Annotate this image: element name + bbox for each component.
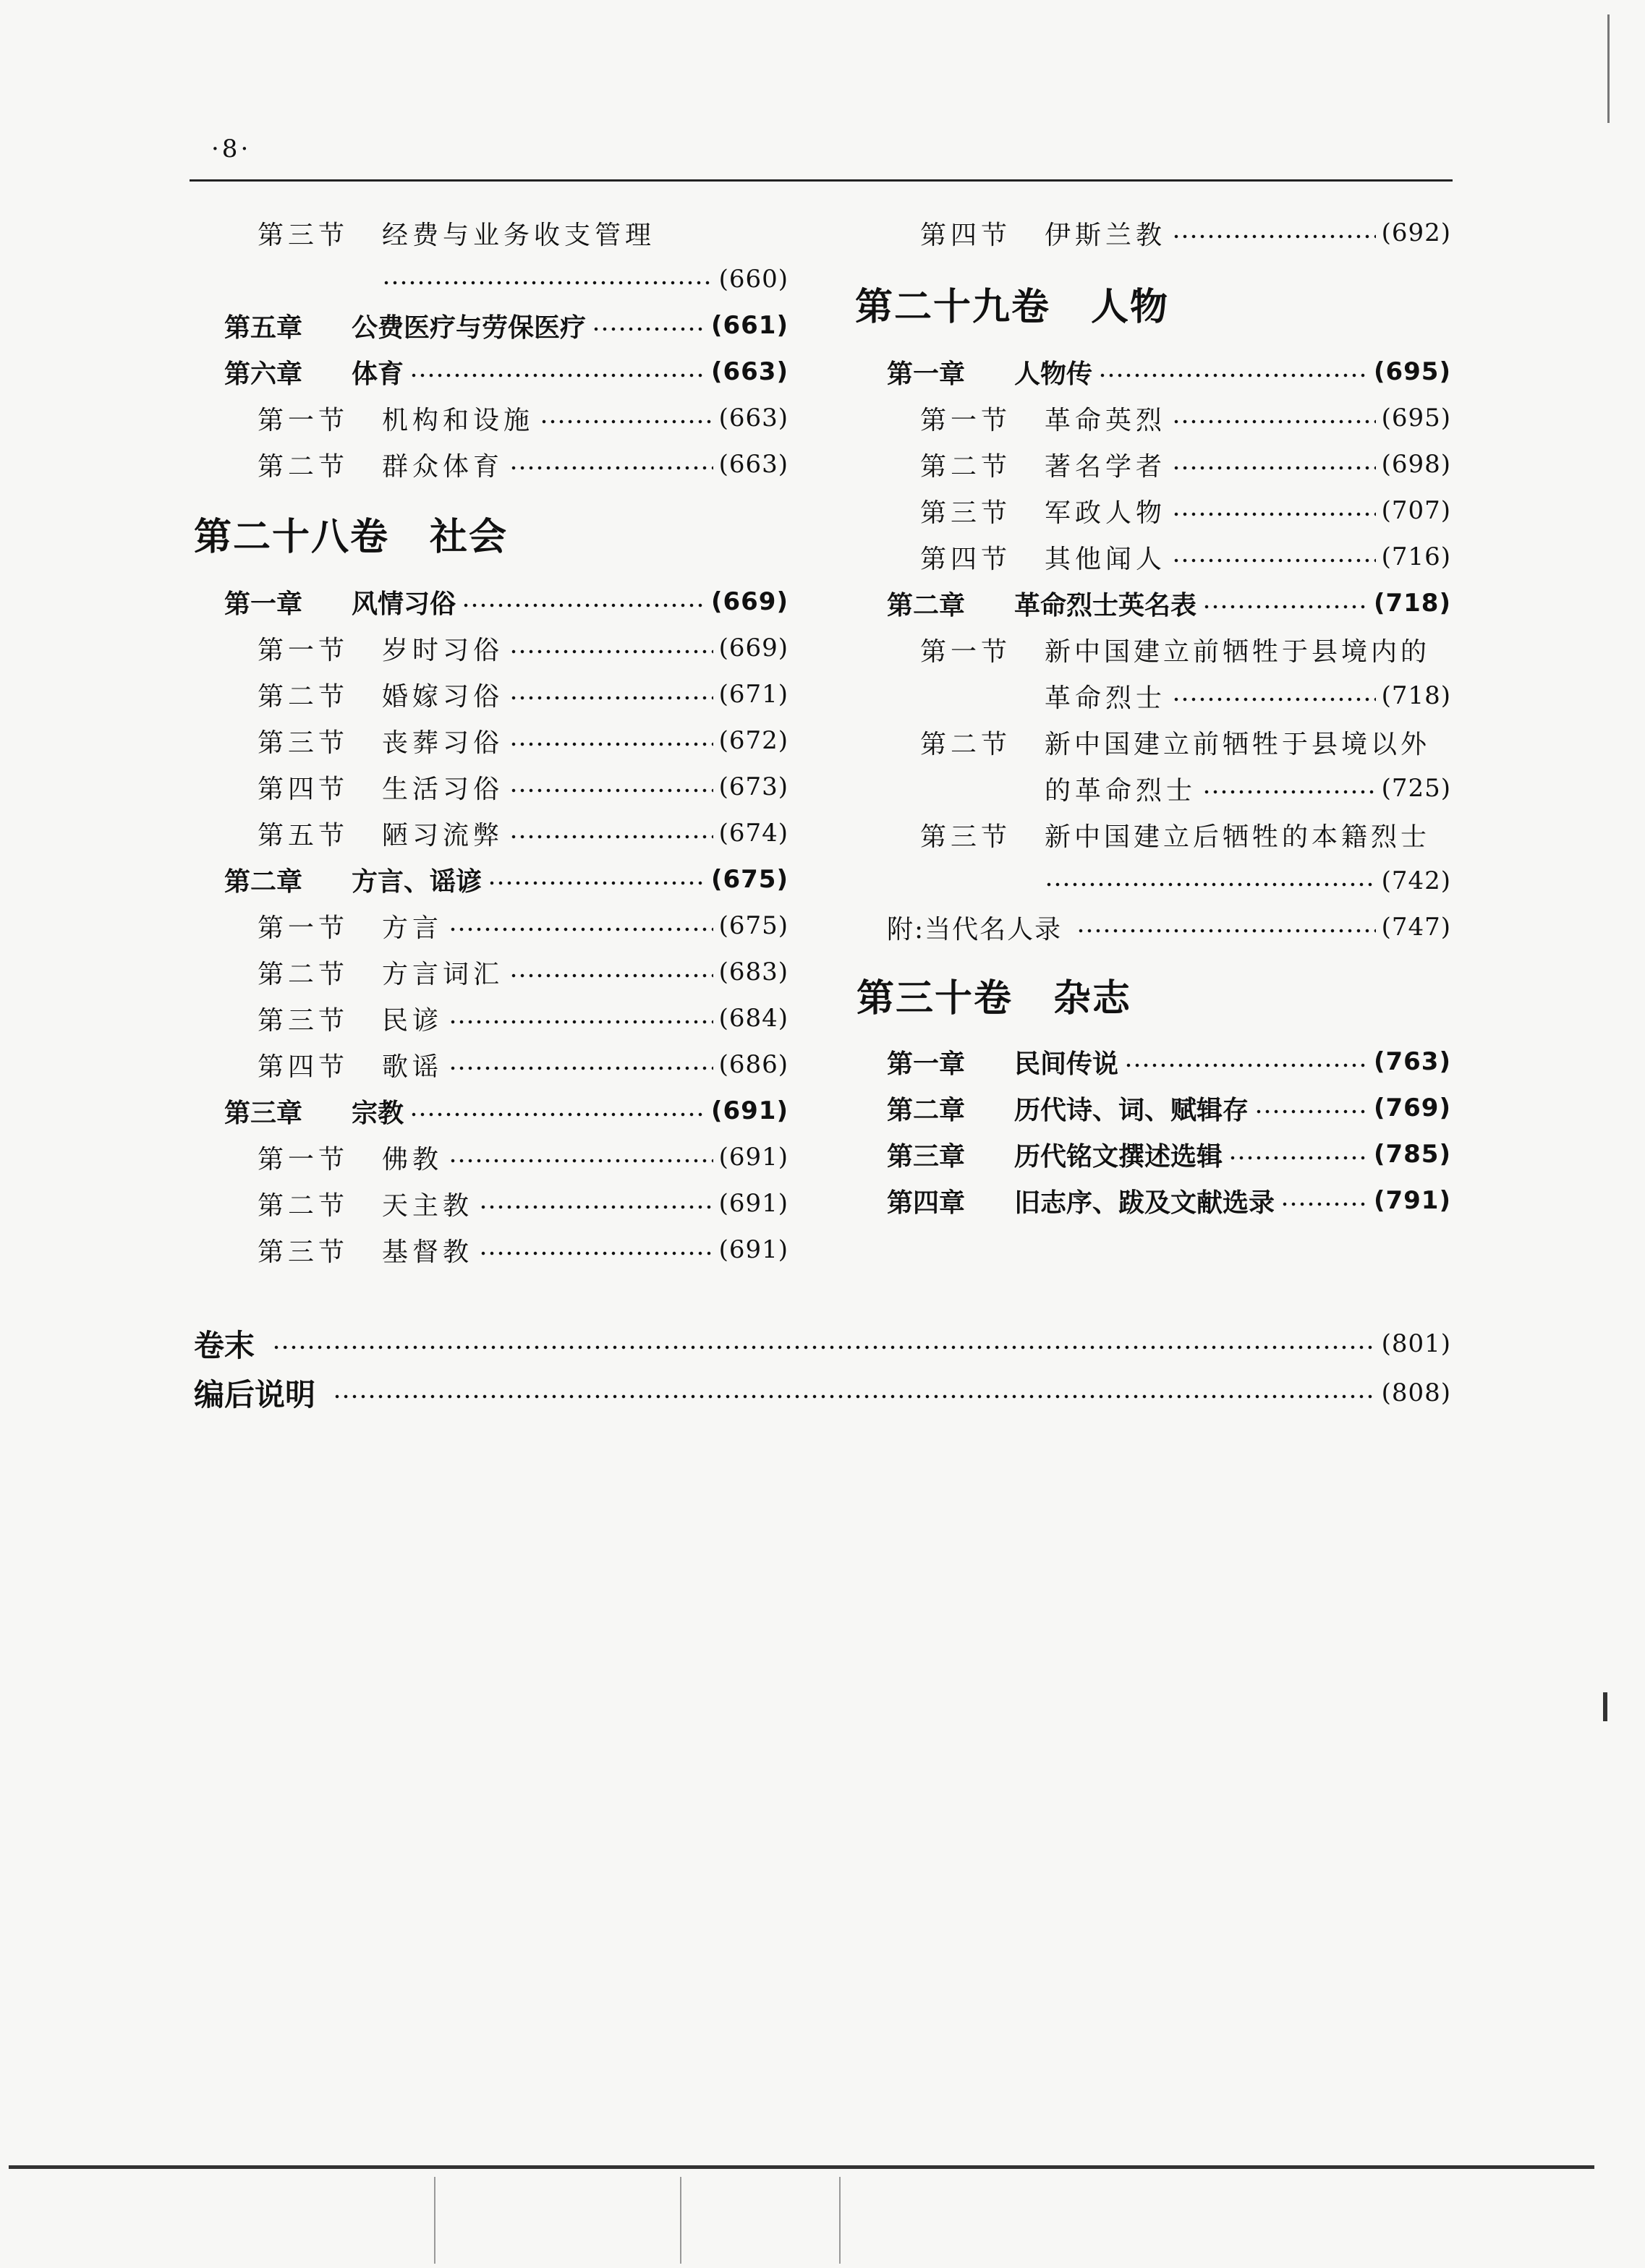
entry-title: 风情习俗 [352,589,456,619]
page-ref: (663) [710,357,789,386]
entry-title: 军政人物 [1045,498,1167,528]
toc-entry[interactable] [887,1085,1451,1131]
scan-edge-mark [839,2177,841,2264]
toc-entry[interactable] [1045,765,1451,811]
entry-title: 著名学者 [1045,451,1167,482]
leader-dots [449,1159,713,1163]
leader-dots [1172,419,1376,424]
entry-title: 婚嫁习俗 [382,681,504,712]
section-number: 第三节 [258,220,349,250]
leader-dots [509,649,713,654]
leader-dots [488,881,705,885]
leader-dots [409,1112,705,1117]
leader-dots [1172,512,1376,516]
entry-title: 岁时习俗 [382,635,504,665]
volume-number: 第二十九卷 [855,286,1051,329]
toc-entry[interactable] [887,1039,1451,1085]
leader-dots [382,281,713,285]
toc-entry[interactable] [258,1227,789,1273]
entry-title: 机构和设施 [382,405,535,435]
toc-entry[interactable] [920,395,1451,441]
leader-dots [449,927,713,932]
volume-number: 第三十卷 [856,977,1013,1020]
page-ref: (660) [718,265,789,294]
leader-dots [333,1394,1376,1399]
chapter-number: 第一章 [887,359,966,389]
scan-edge-mark [1603,1692,1607,1721]
page-ref: (672) [718,726,789,755]
toc-entry[interactable] [258,441,789,487]
page-ref: (663) [718,404,789,432]
entry-title: 历代诗、词、赋辑存 [1014,1095,1249,1125]
volume-title: 人物 [1091,286,1170,329]
toc-entry[interactable] [887,580,1451,626]
header-rule [190,179,1453,182]
section-number: 第一节 [258,913,349,943]
toc-entry[interactable] [258,210,655,256]
leader-dots [1280,1202,1368,1206]
toc-entry-back-matter[interactable] [194,1367,1451,1419]
section-number: 第四节 [920,220,1012,250]
leader-dots [409,373,705,378]
page-ref: (683) [718,958,789,986]
section-number: 第二节 [258,1190,349,1221]
page-ref: (674) [718,819,789,848]
entry-title: 伊斯兰教 [1045,220,1167,250]
entry-title: 革命烈士英名表 [1014,590,1197,621]
chapter-number: 第二章 [887,1095,966,1125]
section-number: 第二节 [258,681,349,712]
leader-dots [1045,882,1376,887]
page-ref: (718) [1381,681,1451,710]
leader-dots [509,973,713,978]
chapter-number: 第二章 [224,866,303,897]
leader-dots [479,1205,713,1209]
entry-title: 陋习流弊 [382,820,504,850]
section-number: 第二节 [258,959,349,989]
page-ref: (669) [710,587,789,616]
page-ref: (691) [718,1143,789,1172]
page-ref: (785) [1373,1140,1451,1169]
section-number: 第三节 [258,1237,349,1267]
volume-heading[interactable] [856,968,1131,1022]
entry-title: 歌谣 [382,1052,443,1082]
page-ref: (716) [1381,542,1451,571]
entry-title: 基督教 [382,1237,474,1267]
entry-title: 体育 [352,359,404,389]
page-ref: (686) [718,1050,789,1079]
entry-title: 天主教 [382,1190,474,1221]
volume-number: 第二十八卷 [194,516,390,559]
section-number: 第一节 [258,635,349,665]
entry-title: 宗教 [352,1098,404,1128]
section-number: 第二节 [258,451,349,482]
entry-title: 的革命烈士 [1045,775,1197,806]
leader-dots [1202,605,1368,609]
page-ref: (791) [1373,1186,1451,1215]
chapter-number: 第一章 [224,589,303,619]
entry-title: 群众体育 [382,451,504,482]
page-ref: (725) [1381,774,1451,803]
entry-title: 历代铭文撰述选辑 [1014,1141,1223,1172]
page-ref: (695) [1381,404,1451,432]
toc-entry[interactable] [258,764,789,810]
entry-title: 公费医疗与劳保医疗 [352,312,587,343]
toc-entry[interactable] [920,811,1451,858]
toc-entry[interactable] [1045,673,1451,719]
toc-entry[interactable] [920,719,1451,765]
toc-entry[interactable] [920,441,1451,487]
page-ref: (769) [1373,1094,1451,1122]
leader-dots [449,1020,713,1024]
entry-title: 附:当代名人录 [887,914,1063,945]
entry-title: 卷末 [194,1328,255,1363]
leader-dots [462,603,705,608]
toc-entry[interactable] [887,349,1451,395]
page-ref: (695) [1373,357,1451,386]
toc-entry[interactable] [920,210,1451,256]
toc-entry[interactable] [920,534,1451,580]
toc-entry[interactable] [382,256,789,302]
page-ref: (718) [1373,589,1451,618]
volume-title: 杂志 [1053,977,1132,1020]
page-number: ·8· [211,135,252,163]
section-number: 第三节 [258,728,349,758]
toc-entry[interactable] [258,395,789,441]
entry-title: 编后说明 [194,1377,316,1412]
chapter-number: 第二章 [887,590,966,621]
toc-entry[interactable] [258,671,789,717]
toc-entry[interactable] [258,995,789,1041]
entry-title: 方言词汇 [382,959,504,989]
section-number: 第四节 [258,1052,349,1082]
leader-dots [509,466,713,470]
entry-title: 新中国建立后牺牲的本籍烈士 [1045,822,1431,852]
page-ref: (675) [710,865,789,894]
page-ref: (801) [1381,1329,1451,1358]
toc-entry[interactable] [920,487,1451,534]
entry-title: 革命英烈 [1045,405,1167,435]
volume-heading[interactable] [855,276,1169,331]
volume-title: 社会 [430,516,509,559]
leader-dots [272,1345,1376,1350]
section-number: 第三节 [920,498,1012,528]
page-ref: (747) [1381,913,1451,942]
page-ref: (669) [718,634,789,662]
chapter-number: 第五章 [224,312,303,343]
chapter-number: 第三章 [224,1098,303,1128]
toc-entry-back-matter[interactable] [194,1318,1451,1370]
entry-title: 民间传说 [1014,1049,1119,1079]
entry-title: 佛教 [382,1144,443,1174]
chapter-number: 第六章 [224,359,303,389]
toc-entry[interactable] [887,904,1451,950]
section-number: 第一节 [920,405,1012,435]
leader-dots [509,788,713,793]
page-ref: (707) [1381,496,1451,525]
entry-title: 旧志序、跋及文献选录 [1014,1188,1275,1218]
scan-edge-mark [434,2177,435,2264]
section-number: 第三节 [920,822,1012,852]
section-number: 第二节 [920,451,1012,482]
leader-dots [509,696,713,700]
page-ref: (691) [718,1189,789,1218]
page-ref: (692) [1381,218,1451,247]
leader-dots [509,835,713,839]
toc-entry[interactable] [224,856,789,903]
section-number: 第四节 [258,774,349,804]
page-ref: (684) [718,1004,789,1033]
page-ref: (698) [1381,450,1451,479]
leader-dots [592,327,705,331]
entry-title: 新中国建立前牺牲于县境内的 [1045,636,1431,667]
page-ref: (763) [1373,1047,1451,1076]
page-ref: (675) [718,911,789,940]
entry-title: 生活习俗 [382,774,504,804]
leader-dots [1172,234,1376,239]
toc-entry[interactable] [258,717,789,764]
entry-title: 其他闻人 [1045,544,1167,574]
toc-entry[interactable] [258,1180,789,1227]
toc-entry[interactable] [224,302,789,349]
section-number: 第二节 [920,729,1012,759]
leader-dots [540,419,713,424]
toc-entry[interactable] [258,1134,789,1180]
page-ref: (691) [718,1235,789,1264]
entry-title: 人物传 [1014,359,1093,389]
leader-dots [1076,929,1375,933]
toc-entry[interactable] [258,903,789,949]
leader-dots [479,1251,713,1256]
page-ref: (808) [1381,1378,1451,1407]
entry-title: 经费与业务收支管理 [382,220,656,250]
entry-title: 民谚 [382,1005,443,1036]
toc-entry[interactable] [887,1131,1451,1177]
section-number: 第一节 [920,636,1012,667]
section-number: 第一节 [258,1144,349,1174]
section-number: 第一节 [258,405,349,435]
leader-dots [1228,1156,1368,1160]
chapter-number: 第四章 [887,1188,966,1218]
page-ref: (671) [718,680,789,709]
section-number: 第四节 [920,544,1012,574]
toc-entry[interactable] [1045,858,1451,904]
page-ref: (742) [1381,866,1451,895]
page-ref: (663) [718,450,789,479]
leader-dots [1172,697,1376,702]
section-number: 第三节 [258,1005,349,1036]
toc-entry[interactable] [224,579,789,625]
leader-dots [509,742,713,746]
page-ref: (661) [710,311,789,340]
toc-entry[interactable] [887,1177,1451,1224]
leader-dots [1172,466,1376,470]
entry-title: 革命烈士 [1045,683,1167,713]
scan-edge-mark [680,2177,681,2264]
page-ref: (673) [718,772,789,801]
section-number: 第五节 [258,820,349,850]
toc-entry[interactable] [258,810,789,856]
toc-entry[interactable] [224,1088,789,1134]
volume-heading[interactable] [194,506,508,560]
entry-title: 方言 [382,913,443,943]
leader-dots [1202,790,1376,794]
leader-dots [449,1066,713,1070]
toc-entry[interactable] [224,349,789,395]
chapter-number: 第三章 [887,1141,966,1172]
toc-entry[interactable] [258,949,789,995]
footer-rule [9,2165,1594,2169]
toc-entry[interactable] [258,625,789,671]
leader-dots [1254,1109,1368,1114]
entry-title: 丧葬习俗 [382,728,504,758]
toc-entry[interactable] [920,626,1451,673]
page-ref: (691) [710,1096,789,1125]
scan-edge-mark [1607,14,1610,123]
toc-entry[interactable] [258,1041,789,1088]
entry-title: 新中国建立前牺牲于县境以外 [1045,729,1431,759]
leader-dots [1124,1063,1368,1067]
chapter-number: 第一章 [887,1049,966,1079]
leader-dots [1098,373,1368,378]
leader-dots [1172,558,1376,563]
entry-title: 方言、谣谚 [352,866,483,897]
